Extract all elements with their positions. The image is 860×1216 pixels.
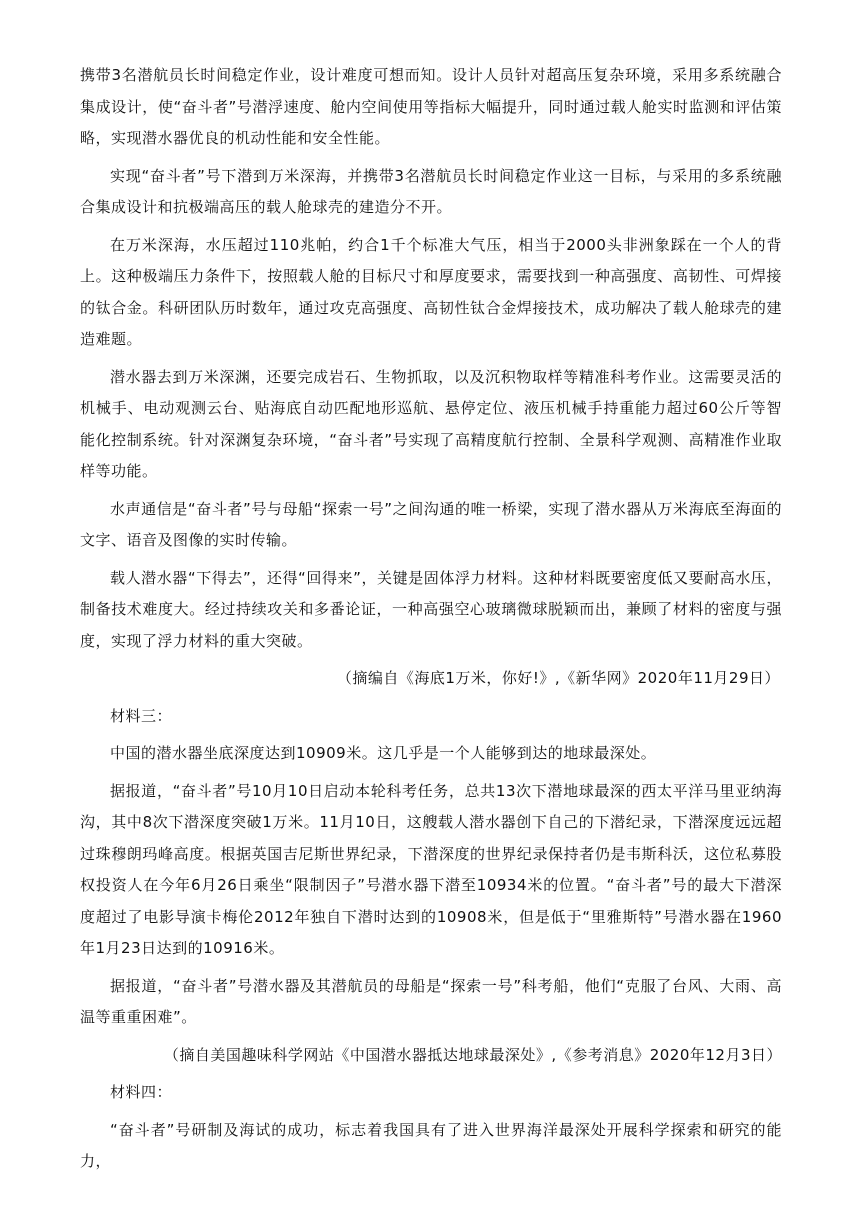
- paragraph: 在万米深海，水压超过110兆帕，约合1千个标准大气压，相当于2000头非洲象踩在一个人的背上。这种极端压力条件下，按照载人舱的目标尺寸和厚度要求，需要找到一种高强度、高韧性、可焊接的钛合金。科研团队历时数年，通过攻克高强度、高韧性钛合金焊接技术，成功解决了载人舱球壳的建造难题。: [80, 235, 782, 348]
- paragraph: 中国的潜水器坐底深度达到10909米。这几乎是一个人能够到达的地球最深处。: [110, 744, 657, 762]
- paragraph: 实现“奋斗者”号下潜到万米深海，并携带3名潜航员长时间稳定作业这一目标，与采用的多系统融合集成设计和抗极端高压的载人舱球壳的建造分不开。: [80, 166, 782, 216]
- paragraph: 据报道，“奋斗者”号10月10日启动本轮科考任务，总共13次下潜地球最深的西太平洋马里亚纳海沟，其中8次下潜深度突破1万米。11月10日，这艘载人潜水器创下自己的下潜纪录，下潜深度远远超过珠穆朗玛峰高度。根据英国吉尼斯世界纪录，下潜深度的世界纪录保持者仍是韦斯科沃，这位私募股权投资人在今年6月26日乘坐“限制因子”号潜水器下潜至10934米的位置。“奋斗者”号的最大下潜深度超过了电影导演卡梅伦2012年独自下潜时达到的10908米，但是低于“里雅斯特”号潜水器在1960年1月23日达到的10916米。: [80, 781, 782, 957]
- material-3-label: 材料三：: [110, 706, 173, 725]
- paragraph: 水声通信是“奋斗者”号与母船“探索一号”之间沟通的唯一桥梁，实现了潜水器从万米海底至海面的文字、语音及图像的实时传输。: [80, 499, 782, 549]
- material-4-label: 材料四：: [110, 1083, 173, 1101]
- source-citation: （摘自美国趣味科学网站《中国潜水器抵达地球最深处》,《参考消息》2020年12月3日）: [163, 1045, 782, 1064]
- paragraph: 据报道，“奋斗者”号潜水器及其潜航员的母船是“探索一号”科考船，他们“克服了台风、大雨、高温等重重困难”。: [80, 976, 782, 1026]
- source-citation: （摘编自《海底1万米，你好!》,《新华网》2020年11月29日）: [336, 669, 780, 687]
- paragraph: 潜水器去到万米深渊，还要完成岩石、生物抓取，以及沉积物取样等精准科考作业。这需要灵活的机械手、电动观测云台、贴海底自动匹配地形巡航、悬停定位、液压机械手持重能力超过60公斤等智能化控制系统。针对深渊复杂环境，“奋斗者”号实现了高精度航行控制、全景科学观测、高精准作业取样等功能。: [80, 367, 782, 480]
- paragraph: 载人潜水器“下得去”，还得“回得来”，关键是固体浮力材料。这种材料既要密度低又要耐高水压，制备技术难度大。经过持续攻关和多番论证，一种高强空心玻璃微球脱颖而出，兼顾了材料的密度与强度，实现了浮力材料的重大突破。: [80, 568, 782, 650]
- paragraph-continuation: 携带3名潜航员长时间稳定作业，设计难度可想而知。设计人员针对超高压复杂环境，采用多系统融合集成设计，使“奋斗者”号潜浮速度、舱内空间使用等指标大幅提升，同时通过载人舱实时监测和评估策略，实现潜水器优良的机动性能和安全性能。: [80, 66, 782, 147]
- paragraph: “奋斗者”号研制及海试的成功，标志着我国具有了进入世界海洋最深处开展科学探索和研究的能力，: [80, 1120, 782, 1170]
